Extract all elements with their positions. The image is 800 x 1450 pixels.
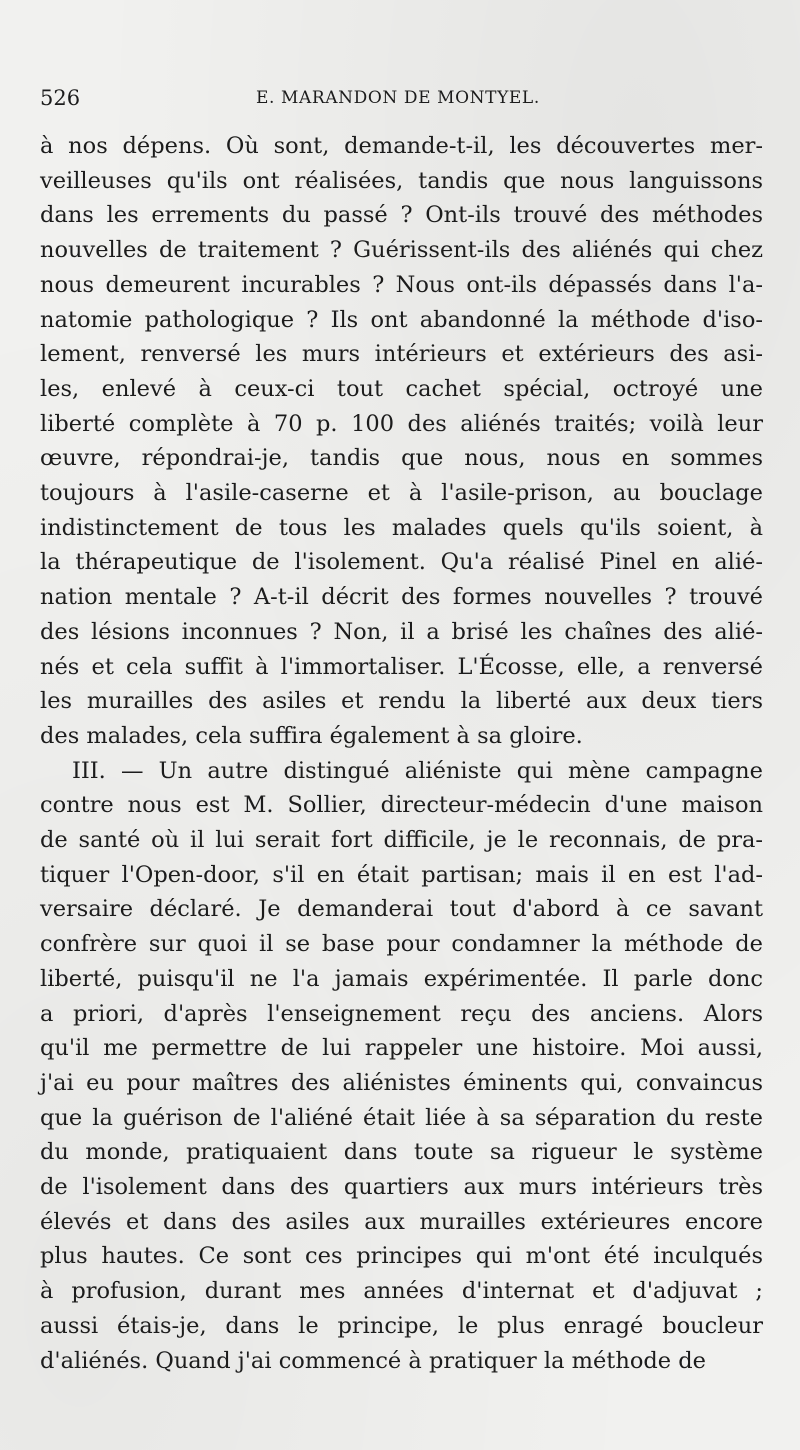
text-line-content: des malades, cela suffira également à sa gloire. [40, 722, 583, 749]
text-line [0, 822, 800, 858]
text-line [0, 579, 800, 615]
text-line-content: III. — Un autre distingué aliéniste qui mène campagne [72, 757, 763, 784]
text-line-content: contre nous est M. Sollier, directeur-médecin d'une maison [40, 792, 763, 819]
text-line-content: des lésions inconnues ? Non, il a brisé les chaînes des alié- [40, 618, 763, 645]
text-line [0, 510, 800, 546]
text-line-content: natomie pathologique ? Ils ont abandonné la méthode d'iso- [40, 306, 763, 333]
text-line [0, 371, 800, 407]
text-line-content: nés et cela suffit à l'immortaliser. L'Écosse, elle, a renversé [40, 653, 763, 680]
text-line [0, 406, 800, 442]
text-line-content: lement, renversé les murs intérieurs et extérieurs des asi- [40, 341, 763, 368]
text-line-content: liberté, puisqu'il ne l'a jamais expérimentée. Il parle donc [40, 965, 763, 992]
text-line-content: veilleuses qu'ils ont réalisées, tandis que nous languissons [40, 167, 763, 194]
text-line-content: œuvre, répondrai-je, tandis que nous, nous en sommes [40, 445, 763, 472]
text-line [0, 753, 800, 789]
text-line-content: les murailles des asiles et rendu la liberté aux deux tiers [40, 688, 763, 715]
text-line [0, 683, 800, 719]
text-line-content: de santé où il lui serait fort difficile, je le reconnais, de pra- [40, 827, 763, 853]
text-line [0, 857, 800, 893]
text-line [0, 197, 800, 233]
text-line [0, 1169, 800, 1205]
text-line-content: que la guérison de l'aliéné était liée à sa séparation du reste [40, 1104, 763, 1131]
text-line [0, 544, 800, 580]
text-line-content: dans les errements du passé ? Ont-ils trouvé des méthodes [40, 202, 763, 229]
text-line-content: a priori, d'après l'enseignement reçu des anciens. Alors [40, 1000, 763, 1027]
text-line [0, 926, 800, 962]
text-line [0, 1134, 800, 1170]
text-line-content: de l'isolement dans des quartiers aux murs intérieurs très [40, 1174, 763, 1200]
text-line-content: tiquer l'Open-door, s'il en était partisan; mais il en est l'ad- [40, 861, 763, 888]
text-line-content: nation mentale ? A-t-il décrit des formes nouvelles ? trouvé [40, 584, 763, 611]
text-line [0, 891, 800, 927]
text-line-content: du monde, pratiquaient dans toute sa rigueur le système [40, 1139, 763, 1166]
text-line-content: à profusion, durant mes années d'internat et d'adjuvat ; [40, 1278, 763, 1305]
text-line [0, 1273, 800, 1309]
text-line [0, 718, 800, 754]
text-line [0, 649, 800, 685]
text-line-content: versaire déclaré. Je demanderai tout d'abord à ce savant [40, 896, 763, 923]
page-header [40, 86, 760, 116]
text-line [0, 1308, 800, 1344]
text-line [0, 961, 800, 997]
running-head: E. MARANDON DE MONTYEL. [256, 88, 540, 108]
text-line [0, 787, 800, 823]
text-line [0, 614, 800, 650]
text-line-content: aussi étais-je, dans le principe, le plus enragé boucleur [40, 1312, 763, 1339]
text-line [0, 1204, 800, 1240]
page-number: 526 [40, 86, 81, 110]
text-line-content: qu'il me permettre de lui rappeler une histoire. Moi aussi, [40, 1035, 763, 1062]
text-line-content: toujours à l'asile-caserne et à l'asile-prison, au bouclage [40, 480, 763, 506]
text-line-content: confrère sur quoi il se base pour condamner la méthode de [40, 931, 763, 958]
text-line [0, 1065, 800, 1101]
text-line [0, 336, 800, 372]
text-line [0, 302, 800, 338]
text-line [0, 996, 800, 1032]
text-line [0, 1238, 800, 1274]
text-line-content: indistinctement de tous les malades quels qu'ils soient, à [40, 514, 763, 541]
text-line [0, 475, 800, 511]
text-line [0, 128, 800, 164]
text-line [0, 163, 800, 199]
text-line-content: la thérapeutique de l'isolement. Qu'a réalisé Pinel en alié- [40, 549, 763, 576]
text-line [0, 1343, 800, 1379]
text-line-content: les, enlevé à ceux-ci tout cachet spécial, octroyé une [40, 375, 763, 402]
text-line-content: liberté complète à 70 p. 100 des aliénés traités; voilà leur [40, 410, 763, 437]
text-line [0, 1100, 800, 1136]
text-line [0, 1030, 800, 1066]
text-line-content: à nos dépens. Où sont, demande-t-il, les découvertes mer- [40, 133, 763, 159]
text-line-content: nous demeurent incurables ? Nous ont-ils dépassés dans l'a- [40, 271, 763, 298]
text-line-content: nouvelles de traitement ? Guérissent-ils des aliénés qui chez [40, 237, 763, 264]
text-line [0, 440, 800, 476]
text-line-content: plus hautes. Ce sont ces principes qui m'ont été inculqués [40, 1243, 763, 1270]
text-line-content: d'aliénés. Quand j'ai commencé à pratiquer la méthode de [40, 1347, 706, 1374]
text-line [0, 232, 800, 268]
text-line-content: élevés et dans des asiles aux murailles extérieures encore [40, 1208, 763, 1235]
text-line-content: j'ai eu pour maîtres des aliénistes éminents qui, convaincus [40, 1069, 763, 1096]
text-line [0, 267, 800, 303]
